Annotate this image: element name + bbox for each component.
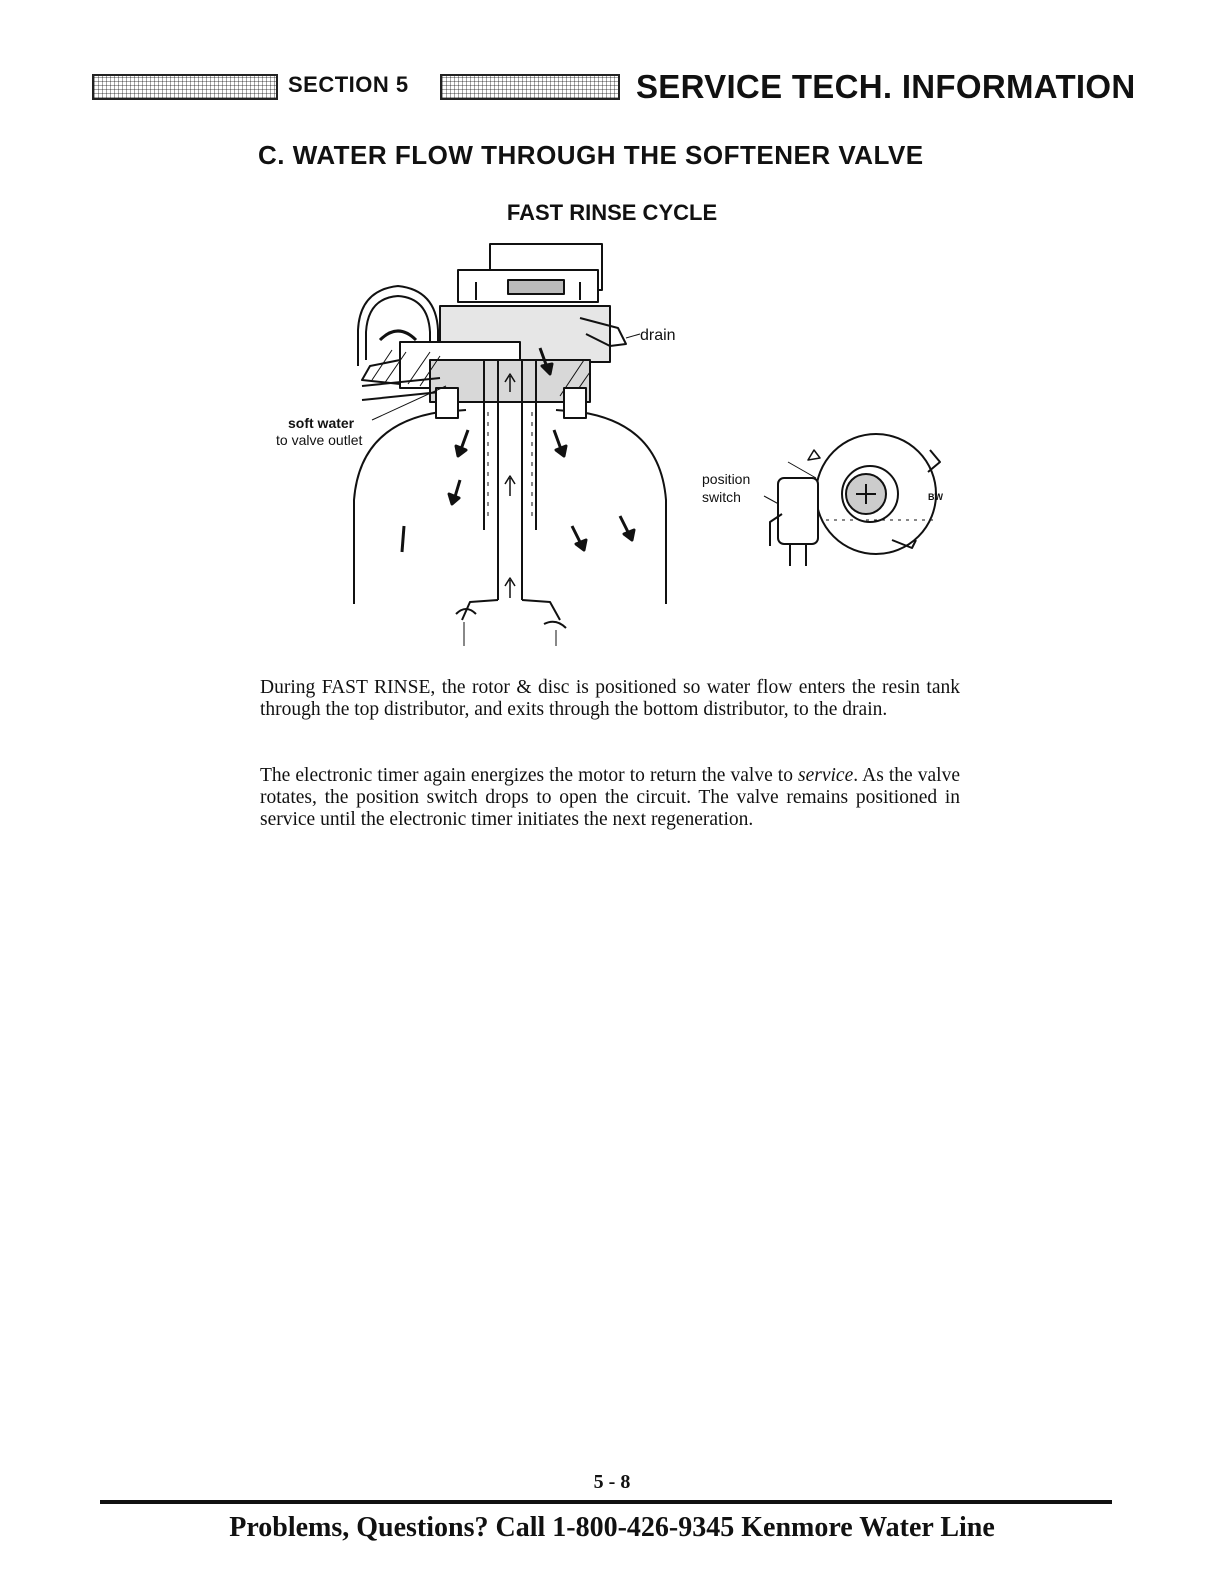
para2-rest: . As the valve rotates, the position switch drops to open the circuit. The valve remains positioned in service until the electronic timer initiates the next regeneration.	[260, 765, 960, 830]
fast-rinse-paragraph: During FAST RINSE, the rotor & disc is positioned so water flow enters the resin tank through the top distributor, and exits through the bottom distributor, to the drain.	[260, 677, 960, 720]
page-number: 5 - 8	[593, 1471, 631, 1493]
softener-valve-diagram	[0, 0, 1224, 670]
para2-lead: The electronic timer again energizes the motor to return the valve to	[260, 765, 799, 786]
position-label: position	[702, 471, 751, 487]
motor-housing	[458, 244, 602, 302]
footer-divider	[100, 1500, 1112, 1504]
drain-label: drain	[640, 327, 676, 344]
header-title: SERVICE TECH. INFORMATION	[636, 68, 1136, 105]
flow-arrows	[505, 374, 515, 598]
soft-water-label: soft water	[288, 415, 355, 431]
valve-outlet-label: to valve outlet	[276, 432, 363, 448]
figure-title: FAST RINSE CYCLE	[506, 200, 718, 225]
subsection-title: C. WATER FLOW THROUGH THE SOFTENER VALVE	[258, 140, 924, 170]
para2-service-italic: service	[798, 765, 854, 786]
section-label: SECTION 5	[288, 72, 409, 97]
switch-label: switch	[702, 489, 741, 505]
return-to-service-paragraph	[260, 765, 960, 831]
dial-bw-label: BW	[928, 492, 943, 502]
helpline-footer: Problems, Questions? Call 1-800-426-9345 Kenmore Water Line	[229, 1512, 995, 1543]
position-switch-dial	[770, 434, 940, 566]
